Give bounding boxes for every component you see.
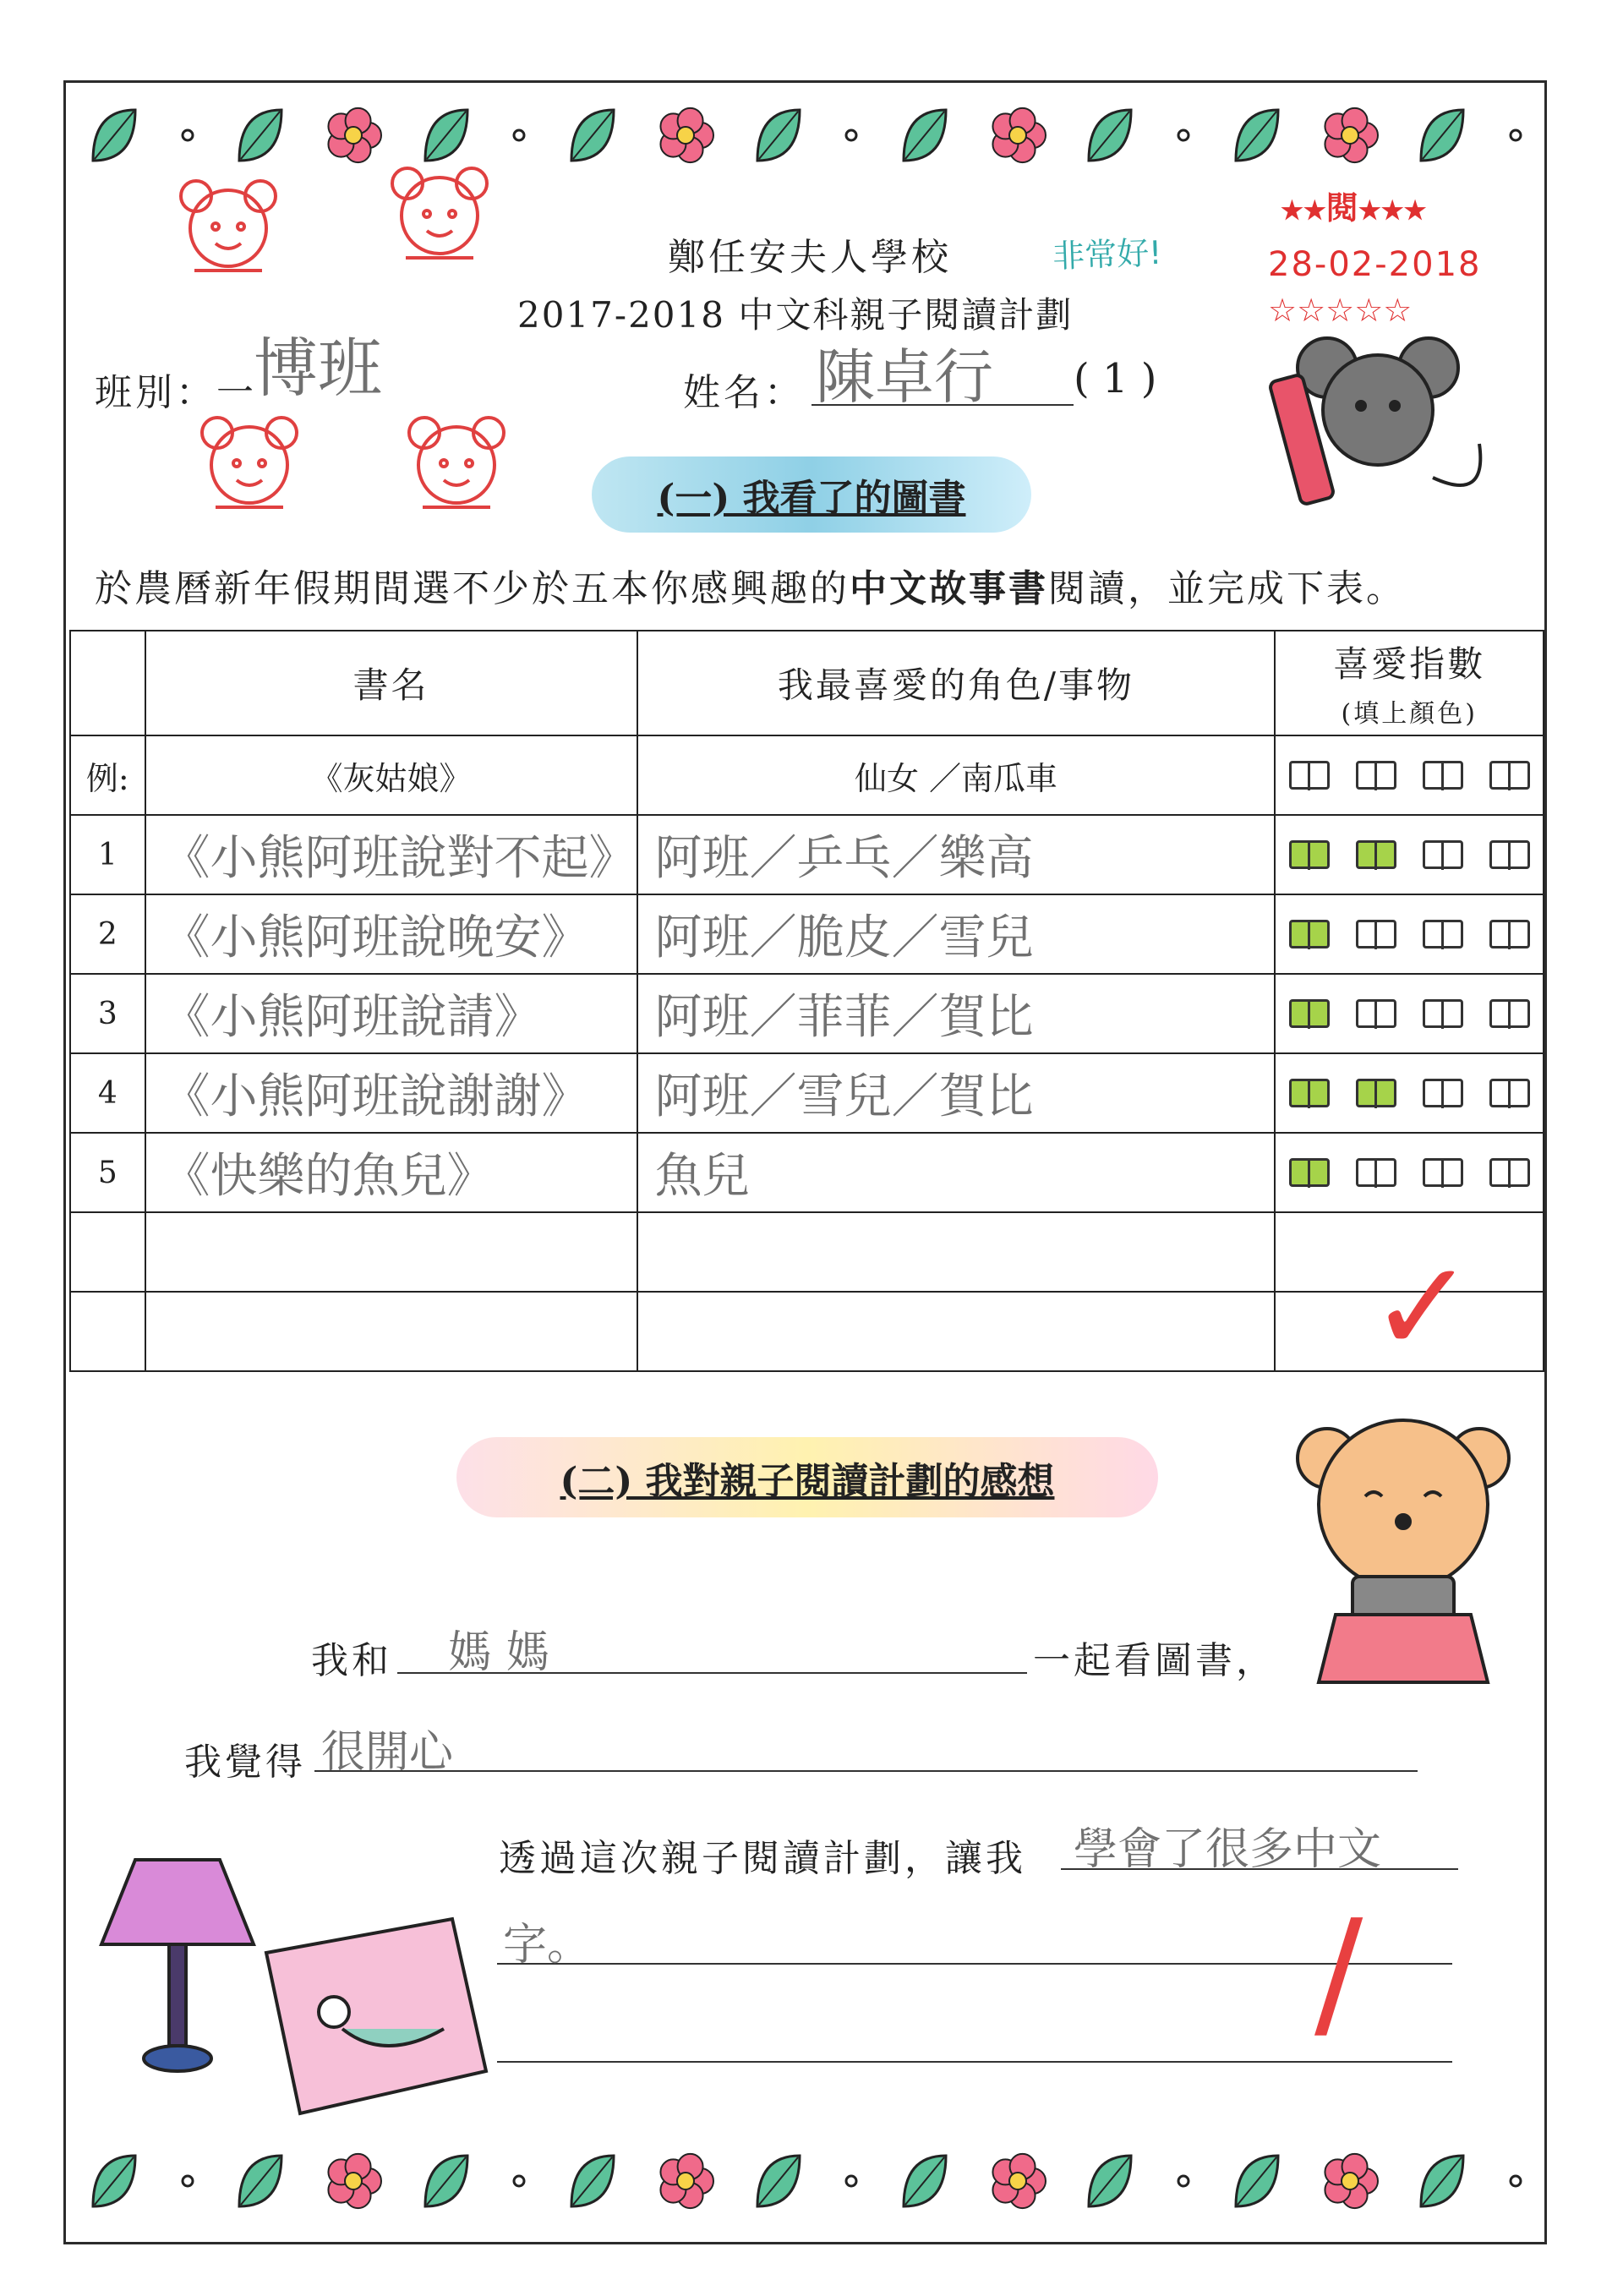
book-icon[interactable] [1489, 999, 1530, 1028]
book-icon[interactable] [1356, 840, 1396, 869]
rating-books [1276, 761, 1543, 790]
leaf-icon [563, 2147, 622, 2215]
check-mark-icon: ✓ [1369, 1234, 1476, 1381]
example-row [70, 735, 1544, 815]
row-number: 3 [70, 974, 145, 1053]
school-name: 鄭任安夫人學校 [668, 236, 952, 279]
leaf-icon [749, 2147, 808, 2215]
dot-icon [1506, 2147, 1526, 2215]
row-number: 5 [70, 1133, 145, 1212]
with-suffix: 一起看圖書， [1033, 1639, 1276, 1682]
book-icon[interactable] [1356, 1158, 1396, 1187]
book-icon[interactable] [1423, 1079, 1463, 1107]
book-icon [1489, 761, 1530, 790]
star-icon: ★★ [1281, 196, 1326, 226]
book-icon[interactable] [1356, 1079, 1396, 1107]
table-row [70, 894, 1544, 974]
rating-books [1276, 840, 1543, 869]
table-row [70, 1053, 1544, 1133]
leaf-icon [1080, 2147, 1139, 2215]
empty-cell [70, 1292, 145, 1371]
leaf-icon [895, 2147, 954, 2215]
book-title[interactable]: 《快樂的魚兒》 [145, 1133, 637, 1212]
book-title[interactable]: 《小熊阿班說謝謝》 [145, 1053, 637, 1133]
book-icon[interactable] [1356, 999, 1396, 1028]
section1-title-banner [592, 456, 1031, 533]
empty-cell [70, 1212, 145, 1292]
dot-icon [841, 2147, 861, 2215]
empty-cell[interactable] [637, 1212, 1276, 1292]
section2-title: (二) 我對親子閱讀計劃的感想 [560, 1459, 1055, 1503]
row-number: 4 [70, 1053, 145, 1133]
book-icon[interactable] [1489, 1158, 1530, 1187]
header-favourite: 我最喜愛的角色/事物 [637, 631, 1276, 735]
flower-icon [656, 101, 715, 169]
table-row-empty [70, 1292, 1544, 1371]
book-icon [1423, 761, 1463, 790]
flower-icon [324, 2147, 383, 2215]
favourite-character[interactable]: 阿班／菲菲／賀比 [637, 974, 1276, 1053]
name-underline [812, 404, 1074, 406]
flower-icon [656, 2147, 715, 2215]
book-icon[interactable] [1489, 920, 1530, 948]
leaf-icon [1227, 101, 1287, 169]
answer-line [497, 1963, 1452, 1965]
dot-icon [841, 101, 861, 169]
favourite-character[interactable]: 阿班／脆皮／雪兒 [637, 894, 1276, 974]
example-rating [1275, 735, 1544, 815]
class-label: 班別：一 [95, 371, 257, 414]
bottom-flower-border [68, 2130, 1543, 2232]
book-title[interactable]: 《小熊阿班說晚安》 [145, 894, 637, 974]
leaf-icon [563, 101, 622, 169]
book-icon[interactable] [1423, 999, 1463, 1028]
header-no [70, 631, 145, 735]
rating-books [1276, 1158, 1543, 1187]
flower-icon [988, 101, 1047, 169]
girl-stamp-icon [372, 397, 541, 533]
book-icon[interactable] [1423, 840, 1463, 869]
book-icon[interactable] [1423, 920, 1463, 948]
feel-label: 我覺得 [184, 1741, 306, 1784]
name-value[interactable]: 陳卓行 [816, 342, 993, 412]
learned-answer[interactable]: 學會了很多中文 [1074, 1824, 1382, 1875]
dot-icon [1173, 2147, 1194, 2215]
rating-cell [1275, 894, 1544, 974]
row-number: 2 [70, 894, 145, 974]
answer-line [314, 1770, 1418, 1772]
girl-stamp-icon [355, 148, 524, 283]
book-icon[interactable] [1489, 1079, 1530, 1107]
flower-icon [988, 2147, 1047, 2215]
row-number: 1 [70, 815, 145, 894]
with-label: 我和 [311, 1639, 392, 1682]
example-favourite: 仙女 ／南瓜車 [637, 735, 1276, 815]
name-label: 姓名： [683, 371, 805, 414]
leaf-icon [1227, 2147, 1287, 2215]
dot-icon [509, 2147, 529, 2215]
table-header-row [70, 631, 1544, 735]
favourite-character[interactable]: 阿班／乒乓／樂高 [637, 815, 1276, 894]
rating-header-label: 喜愛指數 [1333, 643, 1486, 685]
dot-icon [1173, 101, 1194, 169]
mouse-icon [1268, 325, 1505, 528]
read-stamp: ★★閱★★★ [1281, 189, 1427, 227]
section2-title-banner [456, 1437, 1158, 1517]
girl-stamp-icon [144, 161, 313, 296]
teacher-praise: 非常好! [1052, 233, 1163, 276]
example-no: 例: [70, 735, 145, 815]
book-icon[interactable] [1289, 1079, 1330, 1107]
rating-cell [1275, 815, 1544, 894]
book-icon[interactable] [1289, 840, 1330, 869]
section1-title: (一) 我看了的圖書 [657, 477, 966, 520]
favourite-character[interactable]: 阿班／雪兒／賀比 [637, 1053, 1276, 1133]
rating-cell [1275, 1133, 1544, 1212]
star-icon: ★★★ [1358, 196, 1427, 226]
favourite-character[interactable]: 魚兒 [637, 1133, 1276, 1212]
leaf-icon [231, 2147, 290, 2215]
table-row [70, 1133, 1544, 1212]
learned-label: 透過這次親子閱讀計劃，讓我 [499, 1837, 1026, 1880]
rating-header-note: (填上顏色) [1341, 699, 1478, 729]
rating-books [1276, 920, 1543, 948]
learned-answer-continued[interactable]: 字。 [503, 1920, 592, 1971]
instruction-text: 於農曆新年假期間選不少於五本你感興趣的 [95, 567, 850, 610]
rating-books [1276, 999, 1543, 1028]
feeling-answer[interactable]: 很開心 [321, 1727, 454, 1778]
book-icon[interactable] [1489, 840, 1530, 869]
book-title[interactable]: 《小熊阿班說請》 [145, 974, 637, 1053]
class-number[interactable]: ( 1 ) [1074, 355, 1157, 402]
reading-partner[interactable]: 媽 媽 [448, 1627, 550, 1678]
book-icon[interactable] [1289, 920, 1330, 948]
book-title[interactable]: 《小熊阿班說對不起》 [145, 815, 637, 894]
leaf-icon [85, 101, 144, 169]
star-icon: ☆☆☆☆☆ [1268, 292, 1413, 329]
table-row [70, 974, 1544, 1053]
bear-icon [1276, 1412, 1530, 1699]
girl-stamp-icon [165, 397, 334, 533]
dot-icon [1506, 101, 1526, 169]
mermaid-book-icon [258, 1902, 495, 2122]
example-book: 《灰姑娘》 [145, 735, 637, 815]
table-row-empty [70, 1212, 1544, 1292]
flower-icon [1320, 2147, 1380, 2215]
empty-cell[interactable] [145, 1212, 637, 1292]
dot-icon [178, 2147, 198, 2215]
reading-table [69, 630, 1544, 1372]
instruction-text-end: 閱讀，並完成下表。 [1048, 567, 1406, 610]
book-icon [1289, 761, 1330, 790]
leaf-icon [417, 2147, 476, 2215]
leaf-icon [231, 101, 290, 169]
answer-line [497, 2061, 1452, 2063]
dot-icon [178, 101, 198, 169]
instruction-bold: 中文故事書 [850, 567, 1048, 610]
leaf-icon [749, 101, 808, 169]
leaf-icon [895, 101, 954, 169]
empty-cell[interactable] [145, 1292, 637, 1371]
rating-cell [1275, 1053, 1544, 1133]
leaf-icon [1413, 2147, 1472, 2215]
flower-icon [1320, 101, 1380, 169]
header-rating [1275, 631, 1544, 735]
rating-cell [1275, 974, 1544, 1053]
leaf-icon [1080, 101, 1139, 169]
book-icon [1356, 761, 1396, 790]
date-stamp: 28-02-2018 [1268, 245, 1482, 284]
book-icon[interactable] [1356, 920, 1396, 948]
book-icon[interactable] [1423, 1158, 1463, 1187]
leaf-icon [85, 2147, 144, 2215]
book-icon[interactable] [1289, 1158, 1330, 1187]
check-mark-icon: / [1314, 1889, 1363, 2057]
plan-title: 2017-2018 中文科親子閱讀計劃 [517, 294, 1074, 336]
leaf-icon [1413, 101, 1472, 169]
instruction [95, 558, 1406, 612]
rating-books [1276, 1079, 1543, 1107]
book-icon[interactable] [1289, 999, 1330, 1028]
class-value[interactable]: 博班 [254, 331, 382, 406]
table-row [70, 815, 1544, 894]
header-book: 書名 [145, 631, 637, 735]
empty-cell[interactable] [637, 1292, 1276, 1371]
lamp-icon [93, 1843, 262, 2096]
